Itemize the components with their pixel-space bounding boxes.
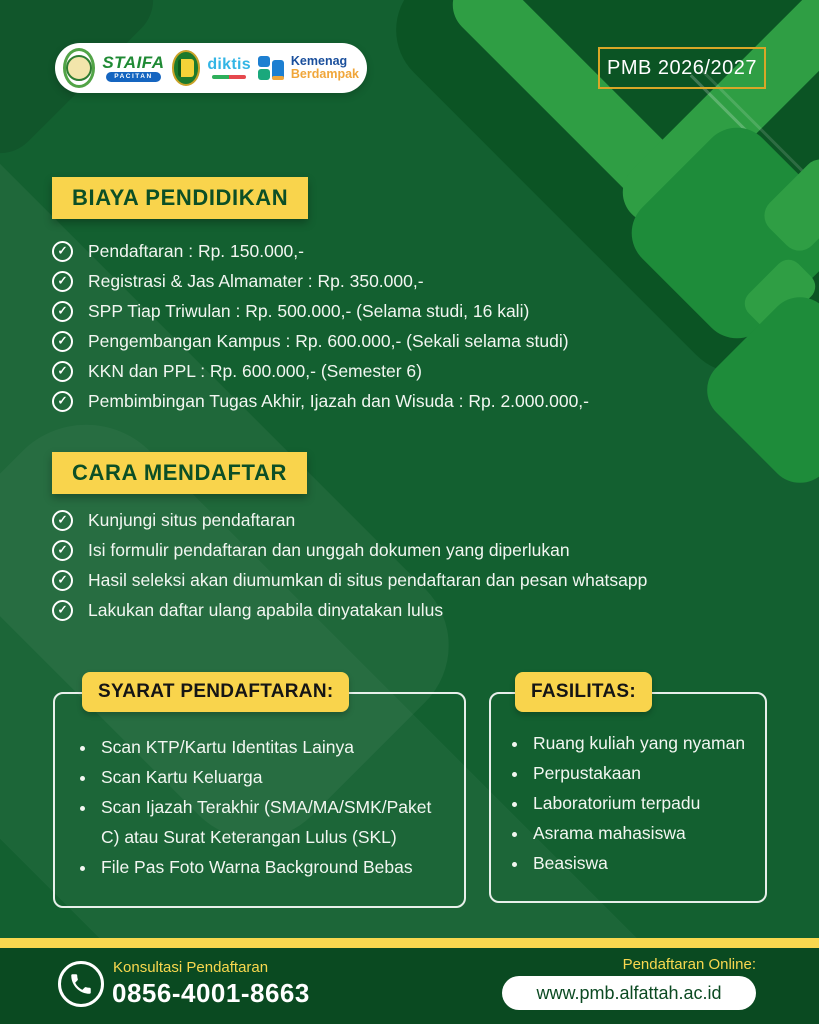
- diktis-logo: [207, 57, 251, 79]
- cara-list-item: [52, 595, 647, 625]
- biaya-list-item: [52, 266, 589, 296]
- biaya-item-text: Registrasi & Jas Almamater : Rp. 350.000,-: [88, 270, 424, 291]
- staifa-seal-logo: [63, 48, 95, 88]
- syarat-list-item: • Scan KTP/Kartu Identitas Lainya: [97, 732, 450, 762]
- syarat-list-item: • Scan Kartu Keluarga: [97, 762, 450, 792]
- fasilitas-box: [489, 681, 767, 903]
- staifa-pacitan-banner: PACITAN: [106, 72, 160, 83]
- check-circle-icon: ✓: [52, 391, 73, 412]
- biaya-list: [52, 236, 589, 416]
- check-circle-icon: ✓: [52, 510, 73, 531]
- syarat-box-title: SYARAT PENDAFTARAN:: [82, 672, 349, 712]
- biaya-item-text: SPP Tiap Triwulan : Rp. 500.000,- (Selama studi, 16 kali): [88, 300, 530, 321]
- check-circle-icon: ✓: [52, 331, 73, 352]
- biaya-item-text: Pengembangan Kampus : Rp. 600.000,- (Sekali selama studi): [88, 330, 569, 351]
- syarat-list: [55, 694, 464, 882]
- biaya-list-item: [52, 326, 589, 356]
- biaya-item-text: Pembimbingan Tugas Akhir, Ijazah dan Wisuda : Rp. 2.000.000,-: [88, 390, 589, 411]
- footer-yellow-strip: [0, 938, 819, 948]
- staifa-wordmark-text: STAIFA: [102, 52, 165, 72]
- phone-number[interactable]: 0856-4001-8663: [112, 978, 310, 1008]
- fasilitas-list-item: • Perpustakaan: [529, 758, 751, 788]
- check-circle-icon: ✓: [52, 271, 73, 292]
- check-circle-icon: ✓: [52, 241, 73, 262]
- syarat-box: [53, 681, 466, 908]
- kemenag-tagline-text: Berdampak: [290, 67, 359, 81]
- cara-item-text: Isi formulir pendaftaran dan unggah dokumen yang diperlukan: [88, 539, 570, 560]
- kemenag-logo-icon: [258, 54, 286, 82]
- cara-list: [52, 505, 647, 625]
- staifa-wordmark-logo: [102, 54, 164, 83]
- biaya-list-item: [52, 386, 589, 416]
- foundation-logo-book-icon: [178, 59, 194, 77]
- syarat-list-item: • Scan Ijazah Terakhir (SMA/MA/SMK/Paket C) atau Surat Keterangan Lulus (SKL): [97, 792, 450, 852]
- fasilitas-box-title: FASILITAS:: [515, 672, 652, 712]
- syarat-list-item: • File Pas Foto Warna Background Bebas: [97, 852, 450, 882]
- konsultasi-label: Konsultasi Pendaftaran: [113, 959, 269, 976]
- diktis-book-icon: [212, 75, 246, 79]
- footer-bar: [0, 948, 819, 1024]
- check-circle-icon: ✓: [52, 361, 73, 382]
- section-title-biaya: BIAYA PENDIDIKAN: [52, 177, 308, 219]
- biaya-item-text: Pendaftaran : Rp. 150.000,-: [88, 240, 304, 261]
- fasilitas-list-item: • Ruang kuliah yang nyaman: [529, 728, 751, 758]
- fasilitas-list-item: • Asrama mahasiswa: [529, 818, 751, 848]
- biaya-list-item: [52, 296, 589, 326]
- diktis-logo-text: diktis: [207, 56, 251, 73]
- cara-item-text: Hasil seleksi akan diumumkan di situs pendaftaran dan pesan whatsapp: [88, 569, 648, 590]
- fasilitas-list: [491, 694, 765, 878]
- kemenag-logo: [258, 54, 359, 82]
- cara-item-text: Kunjungi situs pendaftaran: [88, 509, 296, 530]
- biaya-list-item: [52, 236, 589, 266]
- fasilitas-list-item: • Beasiswa: [529, 848, 751, 878]
- foundation-logo: [172, 50, 201, 86]
- fasilitas-list-item: • Laboratorium terpadu: [529, 788, 751, 818]
- check-circle-icon: ✓: [52, 600, 73, 621]
- website-link[interactable]: www.pmb.alfattah.ac.id: [502, 976, 756, 1010]
- section-title-cara: CARA MENDAFTAR: [52, 452, 307, 494]
- staifa-seal-center: [66, 55, 92, 81]
- check-circle-icon: ✓: [52, 540, 73, 561]
- pmb-year-badge: PMB 2026/2027: [598, 47, 766, 89]
- biaya-item-text: KKN dan PPL : Rp. 600.000,- (Semester 6): [88, 360, 422, 381]
- check-circle-icon: ✓: [52, 570, 73, 591]
- cara-list-item: [52, 505, 647, 535]
- logo-bar: [55, 43, 367, 93]
- online-label: Pendaftaran Online:: [622, 956, 756, 973]
- biaya-list-item: [52, 356, 589, 386]
- cara-list-item: [52, 565, 647, 595]
- check-circle-icon: ✓: [52, 301, 73, 322]
- phone-icon: [58, 961, 104, 1007]
- cara-item-text: Lakukan daftar ulang apabila dinyatakan lulus: [88, 599, 444, 620]
- cara-list-item: [52, 535, 647, 565]
- kemenag-logo-text: Kemenag: [290, 53, 348, 68]
